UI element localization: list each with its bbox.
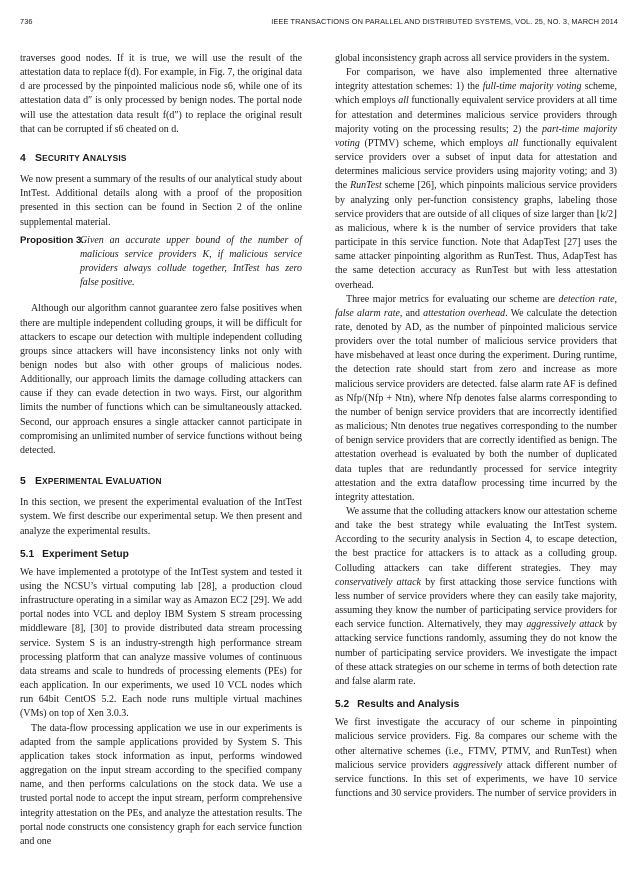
left-column <box>20 52 302 849</box>
heading-initial: A <box>82 152 91 164</box>
heading-smallcaps: NALYSIS <box>90 152 127 163</box>
text-run: For comparison, we have also implemented three alternative integrity attestation schemes: 1) the <box>335 67 617 93</box>
proposition-text: Given an accurate upper bound of the number of malicious service providers K, if malicious service providers always collude together, IntTest has zero false positive. <box>80 234 302 289</box>
text-run: attack different number of service functions. In this set of experiments, we have 10 service functions and 30 service providers. The number of service providers in <box>335 759 618 799</box>
heading-initial: E <box>34 476 43 488</box>
emphasis-term: aggressively <box>453 759 503 771</box>
section-4-heading <box>20 151 302 166</box>
emphasis-term: aggressively attack <box>526 619 604 631</box>
text-run: We assume that the colluding attackers know our attestation scheme and take the best strategy while evaluating the IntTest system. According to the security analysis in Section 4, to escape detection, the best practice for attackers is to attack as a colluding group. Colluding attackers can take different strategies. They may <box>335 506 617 574</box>
text-run: scheme [26], which pinpoints malicious service providers by analyzing only per-function consistency graphs, labeling those service providers that are outside of all cliques of size larger than ⌊k/2⌋ as malicious, where k is the number of service providers that take participate in this service function. Note that AdapTest [27] uses the same attacker pinpointing algorithm as RunTest. Thus, AdapTest has the same detection accuracy as RunTest but with less attestation overhead. <box>335 180 617 291</box>
emphasis-term: detection rate <box>558 293 615 305</box>
proposition-label: Proposition 3. <box>20 234 84 246</box>
running-header <box>20 17 618 29</box>
page-number: 736 <box>20 17 33 26</box>
experiment-setup-paragraph-1: We have implemented a prototype of the IntTest system and tested it using the NCSU’s virtual computing lab [28], a production cloud infrastructure operating in a similar way as Amazon EC2 [29]. We add portal nodes into VCL and deploy IBM System S stream processing middleware [8], [30] to provide distributed data stream processing service. System S is an industry-strength high performance stream processing platform that can analyze massive volumes of continuous data streams and scale to hundreds of processing elements (PEs) for each application. In our experiments, we used 10 VCL nodes which run 64bit CentOS 5.2. Each node runs multiple virtual machines (VMs) on top of Xen 3.0.3. <box>20 566 302 720</box>
text-run: functionally equivalent service providers at all time for attestation and determines malicious service providers through majority voting on the processing results; 2) the <box>335 95 617 135</box>
comparison-paragraph <box>335 66 617 293</box>
experiment-setup-paragraph-2: The data-flow processing application we use in our experiments is adapted from the sample applications provided by System S. This application takes stock information as input, performs windowed aggregation on the input stream according to the specified company name, and then performs calculations on the stock data. We use a trusted portal node to accept the input stream, perform comprehensive integrity attestation on the PEs, and analyze the attestation results. The portal node constructs one consistency graph for each service function and one <box>20 722 302 847</box>
heading-initial: S <box>34 152 43 164</box>
subsection-5-1-heading <box>20 548 302 562</box>
section-number: 4 <box>20 152 26 164</box>
heading-smallcaps: VALUATION <box>112 476 162 487</box>
text-run: scheme, which employs <box>335 81 618 107</box>
text-run: (PTMV) scheme, which employs <box>359 137 508 149</box>
section-5-heading <box>20 474 302 489</box>
emphasis-term: all <box>398 95 409 107</box>
subsection-number: 5.2 <box>335 699 350 711</box>
proposition-3 <box>20 234 302 291</box>
heading-smallcaps: ECURITY <box>42 152 83 163</box>
section-4-paragraph: We now present a summary of the results of our analytical study about IntTest. Additional details along with a proof of the proposition presented in this section can be found in Section 2 of the online supplemental material. <box>20 174 302 228</box>
text-run: . We calculate the detection rate, denoted by AD, as the number of pinpointed malicious service providers over the total number of malicious service providers that have misbehaved at least once during the experiment. During runtime, the detection rate should start from zero and increase as more malicious service providers are detected. false alarm rate AF is defined as Nfp/(Nfp + Ntn), where Nfp denotes false alarms corresponding to the number of benign service providers that are incorrectly identified as malicious; Ntn denotes true negatives corresponding to the number of benign service providers that are correctly identified as benign. The attestation overhead is evaluated by both the number of duplicated data tuples that are redundantly processed for service integrity attestation and the extra dataflow processing time incurred by the integrity attestation. <box>335 307 617 503</box>
heading-smallcaps: XPERIMENTAL <box>42 476 106 487</box>
emphasis-term: attestation overhead <box>423 307 506 319</box>
text-run: We first investigate the accuracy of our scheme in pinpointing malicious service providers. Fig. 8a compares our scheme with the other alternative schemes (i.e., FTMV, PTMV, and RunTest) when malicious service providers <box>335 717 617 771</box>
intro-paragraph: traverses good nodes. If it is true, we will use the result of the attestation data to replace f(d). For example, in Fig. 7, the original data d are processed by the pinpointed malicious node s6, while one of its attestation data d″ is only processed by benign nodes. The portal node will use the attestation data result f(d″) to replace the original result that can be corrupted if s6 cheated on d. <box>20 53 302 135</box>
heading-initial: E <box>105 476 113 488</box>
text-run: by first attacking those service functions with less number of service providers where they can easily take majority, assuming they know the number of participating service providers for each service function. Alternatively, they may <box>335 576 618 631</box>
subsection-title: Results and Analysis <box>357 699 460 711</box>
text-run: by attacking service functions randomly, assuming they do not know the number of participating service providers. We investigate the impact of these attack strategies on our scheme in terms of both detection rate and false alarm rate. <box>335 619 617 687</box>
text-run: , and <box>399 307 424 319</box>
emphasis-term: RunTest <box>350 180 382 192</box>
metrics-paragraph <box>335 293 617 505</box>
emphasis-term: all <box>507 137 519 149</box>
text-run: functionally equivalent service providers over a subset of input data for attestation and determines malicious service providers using majority voting; and 3) the <box>335 137 617 192</box>
text-run: , <box>614 293 617 305</box>
emphasis-term: false alarm rate <box>335 307 400 319</box>
emphasis-term: conservatively attack <box>335 576 421 588</box>
results-paragraph <box>335 716 617 801</box>
section-4-paragraph-2: Although our algorithm cannot guarantee zero false positives when there are multiple independent colluding groups, it will be difficult for attackers to escape our detection with multiple independent colluding groups since attackers will have inconsistency links not only with benign nodes but also with other groups of malicious nodes. Additionally, our approach limits the damage colluding attackers can cause if they can evade detection in two ways. First, our algorithm limits the number of functions which can be simultaneously attacked. Second, our approach ensures a single attacker cannot participate in compromising an unlimited number of service functions without being detected. <box>20 303 302 456</box>
right-column <box>335 52 617 801</box>
attack-strategy-paragraph <box>335 505 617 689</box>
section-number: 5 <box>20 476 26 488</box>
subsection-number: 5.1 <box>20 548 35 560</box>
journal-title: IEEE TRANSACTIONS ON PARALLEL AND DISTRIBUTED SYSTEMS, VOL. 25, NO. 3, MARCH 2014 <box>271 17 618 26</box>
emphasis-term: full-time majority voting <box>482 81 582 93</box>
continuation-paragraph: global inconsistency graph across all service providers in the system. <box>335 53 610 64</box>
emphasis-term: part-time majority voting <box>335 123 617 149</box>
subsection-5-2-heading <box>335 698 617 712</box>
subsection-title: Experiment Setup <box>42 548 129 560</box>
text-run: Three major metrics for evaluating our scheme are <box>346 293 559 305</box>
section-5-paragraph: In this section, we present the experimental evaluation of the IntTest system. We first describe our experimental setup. We then present and analyze the experimental results. <box>20 497 302 537</box>
